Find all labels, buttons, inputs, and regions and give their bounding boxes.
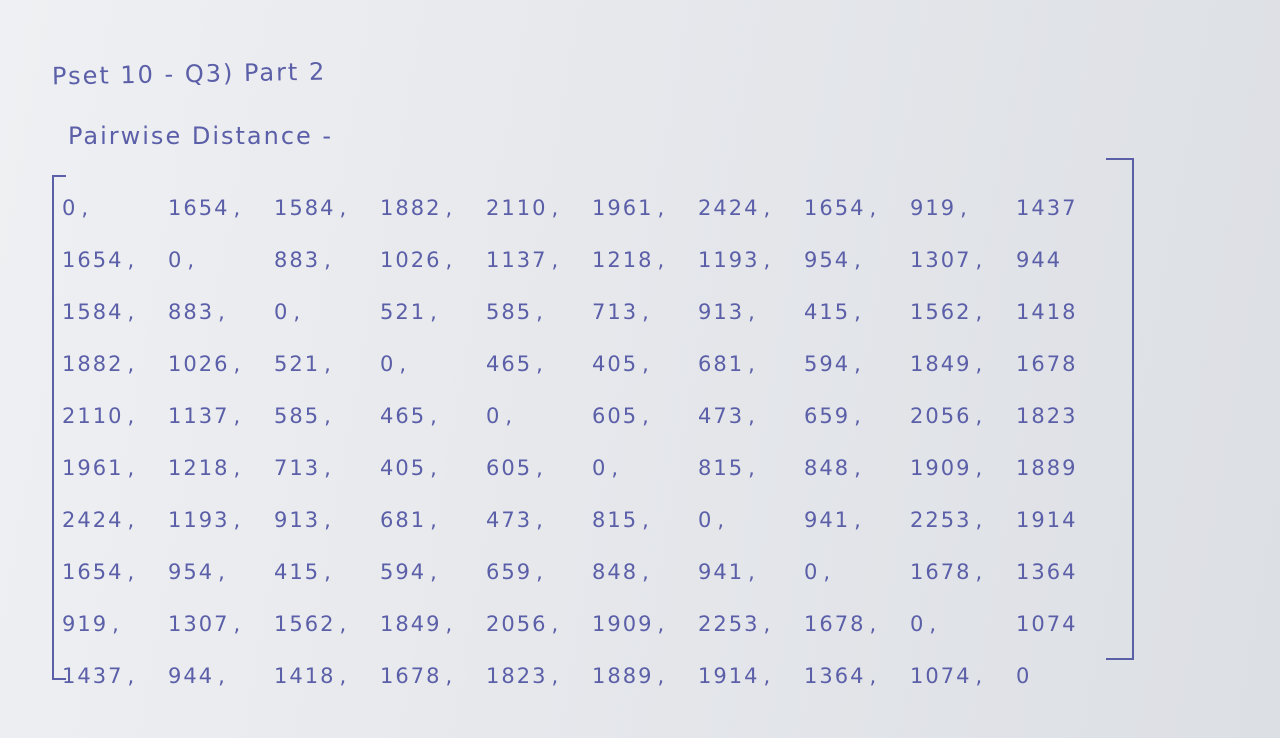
matrix-cell: 954 , — [804, 248, 910, 272]
matrix-cell: 944 — [1016, 248, 1063, 272]
matrix-cell: 1823 , — [486, 664, 592, 688]
matrix-cell: 605 , — [592, 404, 698, 428]
matrix-cell: 1678 , — [380, 664, 486, 688]
matrix-cell: 1678 , — [804, 612, 910, 636]
matrix-cell: 415 , — [274, 560, 380, 584]
matrix-cell: 713 , — [274, 456, 380, 480]
matrix-cell: 1849 , — [910, 352, 1016, 376]
matrix-cell: 1654 , — [168, 196, 274, 220]
matrix-cell: 1823 — [1016, 404, 1078, 428]
matrix-cell: 1364 , — [804, 664, 910, 688]
matrix-cell: 1961 , — [592, 196, 698, 220]
matrix-cell: 0 , — [168, 248, 274, 272]
matrix-cell: 1889 — [1016, 456, 1078, 480]
matrix-cell: 0 , — [698, 508, 804, 532]
matrix-cell: 0 , — [592, 456, 698, 480]
matrix-cell: 405 , — [380, 456, 486, 480]
matrix-cell: 1218 , — [592, 248, 698, 272]
distance-matrix — [62, 182, 1122, 702]
matrix-cell: 1849 , — [380, 612, 486, 636]
matrix-row — [62, 650, 1122, 702]
matrix-cell: 1418 , — [274, 664, 380, 688]
matrix-cell: 1562 , — [910, 300, 1016, 324]
matrix-cell: 1562 , — [274, 612, 380, 636]
matrix-cell: 1882 , — [62, 352, 168, 376]
matrix-cell: 465 , — [380, 404, 486, 428]
page-title: Pset 10 - Q3) Part 2 — [51, 57, 327, 91]
matrix-cell: 1364 — [1016, 560, 1078, 584]
matrix-cell: 1584 , — [274, 196, 380, 220]
matrix-row — [62, 234, 1122, 286]
matrix-cell: 0 , — [380, 352, 486, 376]
matrix-cell: 1654 , — [62, 560, 168, 584]
matrix-cell: 1193 , — [168, 508, 274, 532]
matrix-cell: 2056 , — [486, 612, 592, 636]
matrix-cell: 883 , — [274, 248, 380, 272]
matrix-cell: 954 , — [168, 560, 274, 584]
matrix-row — [62, 494, 1122, 546]
section-heading: Pairwise Distance - — [68, 122, 334, 150]
matrix-cell: 2424 , — [698, 196, 804, 220]
matrix-cell: 2253 , — [910, 508, 1016, 532]
matrix-cell: 405 , — [592, 352, 698, 376]
matrix-cell: 415 , — [804, 300, 910, 324]
matrix-cell: 2110 , — [486, 196, 592, 220]
matrix-cell: 1678 — [1016, 352, 1078, 376]
matrix-cell: 941 , — [804, 508, 910, 532]
matrix-cell: 919 , — [62, 612, 168, 636]
matrix-cell: 1961 , — [62, 456, 168, 480]
matrix-cell: 0 , — [804, 560, 910, 584]
matrix-cell: 2253 , — [698, 612, 804, 636]
matrix-cell: 585 , — [486, 300, 592, 324]
matrix-cell: 2056 , — [910, 404, 1016, 428]
matrix-cell: 1909 , — [592, 612, 698, 636]
matrix-cell: 2110 , — [62, 404, 168, 428]
matrix-cell: 1074 , — [910, 664, 1016, 688]
matrix-cell: 1678 , — [910, 560, 1016, 584]
matrix-cell: 1882 , — [380, 196, 486, 220]
matrix-cell: 473 , — [698, 404, 804, 428]
matrix-cell: 1914 , — [698, 664, 804, 688]
matrix-cell: 1437 — [1016, 196, 1078, 220]
matrix-cell: 1137 , — [486, 248, 592, 272]
matrix-cell: 919 , — [910, 196, 1016, 220]
matrix-cell: 0 , — [910, 612, 1016, 636]
matrix-cell: 1218 , — [168, 456, 274, 480]
matrix-cell: 883 , — [168, 300, 274, 324]
matrix-cell: 815 , — [592, 508, 698, 532]
matrix-cell: 681 , — [698, 352, 804, 376]
matrix-row — [62, 390, 1122, 442]
matrix-cell: 594 , — [804, 352, 910, 376]
matrix-cell: 0 , — [486, 404, 592, 428]
matrix-cell: 521 , — [274, 352, 380, 376]
matrix-cell: 659 , — [486, 560, 592, 584]
matrix-cell: 913 , — [274, 508, 380, 532]
matrix-row — [62, 182, 1122, 234]
matrix-cell: 1909 , — [910, 456, 1016, 480]
matrix-cell: 1584 , — [62, 300, 168, 324]
matrix-cell: 848 , — [804, 456, 910, 480]
matrix-cell: 815 , — [698, 456, 804, 480]
matrix-cell: 1654 , — [62, 248, 168, 272]
matrix-cell: 594 , — [380, 560, 486, 584]
matrix-cell: 1074 — [1016, 612, 1078, 636]
matrix-cell: 585 , — [274, 404, 380, 428]
matrix-cell: 713 , — [592, 300, 698, 324]
matrix-cell: 1654 , — [804, 196, 910, 220]
matrix-cell: 0 , — [62, 196, 168, 220]
matrix-cell: 848 , — [592, 560, 698, 584]
matrix-cell: 605 , — [486, 456, 592, 480]
matrix-cell: 659 , — [804, 404, 910, 428]
matrix-cell: 521 , — [380, 300, 486, 324]
matrix-cell: 1418 — [1016, 300, 1078, 324]
matrix-cell: 1437 , — [62, 664, 168, 688]
matrix-cell: 1307 , — [168, 612, 274, 636]
matrix-cell: 1914 — [1016, 508, 1078, 532]
matrix-cell: 1193 , — [698, 248, 804, 272]
matrix-row — [62, 442, 1122, 494]
matrix-cell: 1307 , — [910, 248, 1016, 272]
matrix-cell: 941 , — [698, 560, 804, 584]
matrix-cell: 0 — [1016, 664, 1032, 688]
matrix-cell: 913 , — [698, 300, 804, 324]
matrix-row — [62, 286, 1122, 338]
matrix-row — [62, 546, 1122, 598]
matrix-cell: 1026 , — [380, 248, 486, 272]
matrix-cell: 0 , — [274, 300, 380, 324]
matrix-row — [62, 338, 1122, 390]
matrix-cell: 1889 , — [592, 664, 698, 688]
matrix-cell: 944 , — [168, 664, 274, 688]
matrix-cell: 465 , — [486, 352, 592, 376]
matrix-cell: 1137 , — [168, 404, 274, 428]
matrix-row — [62, 598, 1122, 650]
matrix-cell: 1026 , — [168, 352, 274, 376]
matrix-cell: 473 , — [486, 508, 592, 532]
matrix-cell: 2424 , — [62, 508, 168, 532]
matrix-cell: 681 , — [380, 508, 486, 532]
